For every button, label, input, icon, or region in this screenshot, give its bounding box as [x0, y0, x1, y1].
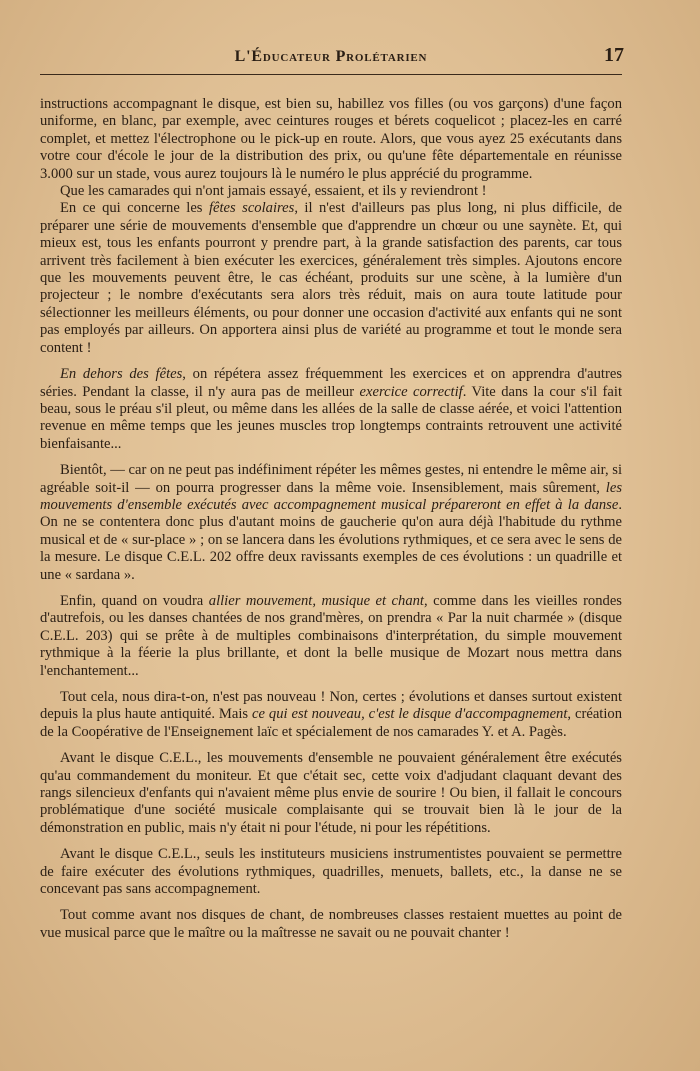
- text-segment: Tout cela, nous dira-t-on, n'est pas nouveau ! Non, certes ; évolutions et danses surtout existent depuis la plus haute antiquité. Mais: [40, 689, 622, 723]
- text-segment: Enfin, quand on voudra: [60, 592, 209, 609]
- article-body: [40, 96, 622, 942]
- paragraph: [40, 183, 622, 200]
- text-segment: , création de la Coopérative de l'Enseignement laïc et spécialement de nos camarades Y. et A. Pagès.: [40, 706, 622, 740]
- text-segment: . On ne se contentera donc plus d'autant moins de gaucherie qu'on aura déjà l'habitude du rythme musical et de « sur-place » ; on se lancera dans les évolutions rythmiques, et ce sera avec le sens de la mesure. Le disque C.E.L. 202 offre deux ravissants exemples de ces évolutions : un quadrille et une « sardana ».: [40, 496, 622, 583]
- paragraph: [40, 200, 622, 357]
- text-segment: , on répétera assez fréquemment les exercices et on apprendra d'autres séries. Pendant la classe, il n'y aura pas de meilleur: [40, 366, 622, 400]
- text-segment: , il n'est d'ailleurs pas plus long, ni plus difficile, de préparer une série de mouvements d'ensemble que d'apprendre un chœur ou une saynète. Et, qui mieux est, tous les enfants pourront y prendre part, à la grande satisfaction des parents, car tous arrivent très facilement à bien exécuter les exercices, généralement très simples. Ajoutons encore que les mouvements peuvent être, le cas échéant, produits sur une scène, à la lumière d'un projecteur ; le nombre d'exécutants sera alors très réduit, mais on aura toute latitude pour sélectionner les meilleurs éléments, ou pour donner une occasion d'activité aux enfants qui ne sont pas employés par ailleurs. On apportera ainsi plus de variété au programme et tout le monde sera content !: [40, 200, 623, 356]
- paragraph: [40, 846, 622, 898]
- text-segment: En ce qui concerne les: [60, 200, 209, 217]
- text-segment: . Vite dans la cour s'il fait beau, sous le préau s'il pleut, ou même dans les allées de la salle de classe aérée, et voici l'attention revenue en même temps que les jeunes muscles trop longtemps contraints retrouvent une activité bienfaisante...: [40, 383, 623, 452]
- paragraph: [40, 907, 622, 942]
- text-segment: Bientôt, — car on ne peut pas indéfiniment répéter les mêmes gestes, ni entendre le même air, si agréable soit-il — on pourra progresser dans la même voie. Insensiblement, mais sûrement,: [40, 462, 622, 496]
- page-header: [40, 44, 622, 75]
- italic-text-segment: fêtes scolaires: [208, 200, 295, 217]
- paragraph: [40, 593, 622, 680]
- paragraph: [40, 750, 622, 837]
- text-segment: Avant le disque C.E.L., les mouvements d'ensemble ne pouvaient généralement être exécutés qu'au commandement du moniteur. Et que c'était sec, cette voix d'adjudant claquant devant des rangs silencieux d'enfants qui n'avaient même plus envie de sourire ! Ou bien, il fallait le concours problématique d'une société musicale complaisante qui se trouvait bien là le jour de la démonstration en public, mais n'y était ni pour l'étude, ni pour les répétitions.: [40, 750, 622, 836]
- paragraph: [40, 366, 622, 453]
- paragraph: [40, 689, 622, 741]
- running-title: L'Éducateur Prolétarien: [234, 48, 428, 65]
- paragraph: [40, 462, 622, 584]
- text-segment: , comme dans les vieilles rondes d'autrefois, ou les danses chantées de nos grand'mères, on prendra « Par la nuit charmée » (disque C.E.L. 203) qui se prête à de multiples combinaisons d'interprétation, du simple mouvement rythmique à la féerie la plus brillante, et dont la belle musique de Mozart nous mettra dans l'enchantement...: [40, 592, 622, 679]
- italic-text-segment: En dehors des fêtes: [60, 366, 183, 383]
- text-segment: instructions accompagnant le disque, est bien su, habillez vos filles (ou vos garçons) d'une façon uniforme, en blanc, par exemple, avec ceintures rouges et bérets coquelicot ; placez-les en carré complet, et mettez l'électrophone ou le pick-up en route. Alors, que vous ayez 25 exécutants dans votre cour d'école le jour de la distribution des prix, ou qu'une fête départementale en réunisse 3.000 sur un stade, vous aurez toujours là le numéro le plus apprécié du programme.: [40, 96, 622, 182]
- paragraph: [40, 96, 622, 183]
- page-number: 17: [604, 44, 624, 66]
- italic-text-segment: allier mouvement, musique et chant: [208, 592, 424, 609]
- italic-text-segment: exercice correctif: [359, 383, 463, 400]
- italic-text-segment: ce qui est nouveau, c'est le disque d'accompagnement: [252, 706, 568, 723]
- text-segment: Avant le disque C.E.L., seuls les instituteurs musiciens instrumentistes pouvaient se permettre de faire exécuter des évolutions rythmiques, quadrilles, menuets, ballets, etc., la danse ne se concevant pas sans accompagnement.: [40, 846, 622, 898]
- text-segment: Tout comme avant nos disques de chant, de nombreuses classes restaient muettes au point de vue musical parce que le maître ou la maîtresse ne savait ou ne pouvait chanter !: [40, 907, 622, 941]
- italic-text-segment: les mouvements d'ensemble exécutés avec accompagnement musical prépareront en effet à la danse: [40, 479, 622, 513]
- text-segment: Que les camarades qui n'ont jamais essayé, essaient, et ils y reviendront !: [60, 183, 487, 200]
